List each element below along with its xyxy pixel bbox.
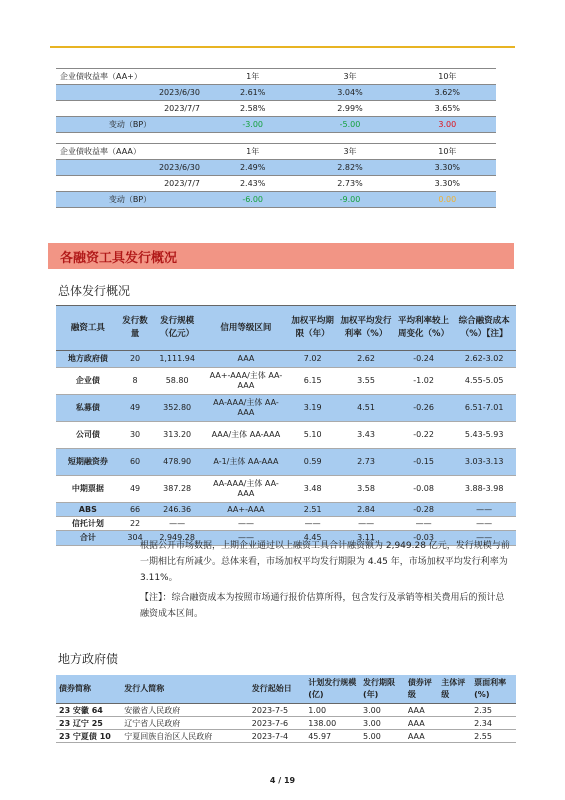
table-cell: —— (150, 517, 203, 531)
table-cell: 4.55-5.05 (452, 368, 516, 395)
overview-title: 总体发行概况 (58, 284, 131, 298)
table-cell: 30 (120, 422, 151, 449)
table-cell: 0.59 (288, 449, 337, 476)
aaa-cell: 2.49% (204, 160, 301, 176)
aaa-cell: 2.73% (301, 176, 398, 192)
aa-plus-cell: 2.61% (204, 85, 301, 101)
aa-plus-change-10y: 3.00 (399, 117, 496, 133)
table-cell: —— (204, 517, 288, 531)
table-cell: —— (395, 517, 453, 531)
aaa-cell: 2.82% (301, 160, 398, 176)
table-cell: 3.00 (360, 704, 405, 717)
aa-plus-change-label: 变动（BP） (56, 117, 204, 133)
table-cell: -0.15 (395, 449, 453, 476)
aaa-col-10y: 10年 (399, 144, 496, 160)
table-cell: 8 (120, 368, 151, 395)
summary-paragraph: 根据公开市场数据，上期企业通过以上融资工具合计融资额为 2,949.28 亿元，发行规模与前一期相比有所减少。总体来看，市场加权平均发行期限为 4.45 年，市场加权平均发行利率为 3.11%。 (140, 541, 510, 583)
row-name: 地方政府债 (56, 351, 120, 368)
table-cell: 2.62-3.02 (452, 351, 516, 368)
table-cell: AAA (405, 717, 438, 730)
section-banner (48, 243, 514, 269)
gov-bond-table (56, 675, 516, 743)
aa-plus-cell: 3.62% (399, 85, 496, 101)
table-cell: 7.02 (288, 351, 337, 368)
table-cell: 6.51-7.01 (452, 395, 516, 422)
table-cell: 387.28 (150, 476, 203, 503)
table-cell: 49 (120, 476, 151, 503)
table-row (56, 517, 516, 531)
aaa-header-label: 企业债收益率（AAA） (56, 144, 204, 160)
table-cell: 1,111.94 (150, 351, 203, 368)
table-cell: 20 (120, 351, 151, 368)
table-cell: 66 (120, 503, 151, 517)
table-cell: AA+-AAA (204, 503, 288, 517)
col-avg-term: 加权平均期限（年） (288, 306, 337, 351)
aa-plus-yield-table (56, 68, 496, 133)
col-rate-change: 平均利率较上周变化（%） (395, 306, 453, 351)
table-cell: —— (452, 503, 516, 517)
aa-plus-col-3y: 3年 (301, 69, 398, 85)
row-name: 短期融资券 (56, 449, 120, 476)
col-coupon: 票面利率(%) (471, 675, 516, 704)
table-cell: 23 安徽 64 (56, 704, 121, 717)
table-cell: —— (288, 517, 337, 531)
aaa-change-1y: -6.00 (204, 192, 301, 208)
col-issuer-rating: 主体评级 (438, 675, 471, 704)
table-cell: 45.97 (305, 730, 360, 743)
table-cell: AAA (405, 704, 438, 717)
table-cell: 313.20 (150, 422, 203, 449)
aa-plus-change-1y: -3.00 (204, 117, 301, 133)
table-cell: -0.26 (395, 395, 453, 422)
table-cell: 4.51 (337, 395, 395, 422)
aa-plus-cell: 2.99% (301, 101, 398, 117)
table-cell: 3.43 (337, 422, 395, 449)
col-bond-rating: 债券评级 (405, 675, 438, 704)
note-paragraph: 【注】：综合融资成本为按照市场通行报价估算所得，包含发行及承销等相关费用后的预计总融资成本区间。 (140, 593, 505, 619)
table-cell: AAA (405, 730, 438, 743)
table-cell: 60 (120, 449, 151, 476)
table-row (56, 503, 516, 517)
table-cell: 2023-7-4 (249, 730, 305, 743)
aaa-col-1y: 1年 (204, 144, 301, 160)
table-row (56, 449, 516, 476)
table-cell: 3.00 (360, 717, 405, 730)
table-cell: 2.73 (337, 449, 395, 476)
row-name: 中期票据 (56, 476, 120, 503)
aaa-change-3y: -9.00 (301, 192, 398, 208)
table-cell: —— (204, 531, 288, 546)
table-cell: —— (452, 517, 516, 531)
table-cell: 安徽省人民政府 (121, 704, 249, 717)
col-bond-name: 债券简称 (56, 675, 121, 704)
aaa-cell: 2.43% (204, 176, 301, 192)
table-cell: 3.55 (337, 368, 395, 395)
table-cell: —— (337, 517, 395, 531)
table-cell: A-1/主体 AA-AAA (204, 449, 288, 476)
aa-plus-cell: 3.65% (399, 101, 496, 117)
table-cell: AAA/主体 AA-AAA (204, 422, 288, 449)
table-row (56, 476, 516, 503)
table-cell: 2,949.28 (150, 531, 203, 546)
table-cell: 3.88-3.98 (452, 476, 516, 503)
table-cell: 5.10 (288, 422, 337, 449)
table-cell: 58.80 (150, 368, 203, 395)
table-cell: —— (452, 531, 516, 546)
table-cell: 1.00 (305, 704, 360, 717)
aa-plus-col-1y: 1年 (204, 69, 301, 85)
table-cell: 宁夏回族自治区人民政府 (121, 730, 249, 743)
col-count: 发行数量 (120, 306, 151, 351)
table-cell: 2.62 (337, 351, 395, 368)
table-cell: AA+-AAA/主体 AA-AAA (204, 368, 288, 395)
table-cell (438, 704, 471, 717)
col-instrument: 融资工具 (56, 306, 120, 351)
gov-bond-title: 地方政府债 (58, 652, 119, 666)
table-cell: 138.00 (305, 717, 360, 730)
table-cell: 6.15 (288, 368, 337, 395)
table-cell: 22 (120, 517, 151, 531)
issuance-overview-table (56, 305, 516, 546)
col-plan-scale: 计划发行规模(亿) (305, 675, 360, 704)
aaa-cell: 3.30% (399, 176, 496, 192)
aa-plus-col-10y: 10年 (399, 69, 496, 85)
table-row (56, 730, 516, 743)
table-cell: 2.34 (471, 717, 516, 730)
table-cell: 2.35 (471, 704, 516, 717)
aaa-change-label: 变动（BP） (56, 192, 204, 208)
table-cell: 3.03-3.13 (452, 449, 516, 476)
table-cell: 478.90 (150, 449, 203, 476)
row-name: 合计 (56, 531, 120, 546)
row-name: ABS (56, 503, 120, 517)
row-name: 信托计划 (56, 517, 120, 531)
col-rating-range: 信用等级区间 (204, 306, 288, 351)
table-cell: 3.58 (337, 476, 395, 503)
table-cell: 2.51 (288, 503, 337, 517)
table-cell: 2.84 (337, 503, 395, 517)
table-cell: 23 宁夏债 10 (56, 730, 121, 743)
page-number: 4 / 19 (269, 776, 296, 785)
table-row (56, 717, 516, 730)
aa-plus-cell: 3.04% (301, 85, 398, 101)
aa-plus-header-label: 企业债收益率（AA+） (56, 69, 204, 85)
table-cell: 5.43-5.93 (452, 422, 516, 449)
table-cell: 2023-7-6 (249, 717, 305, 730)
table-cell: 2023-7-5 (249, 704, 305, 717)
table-cell: 3.48 (288, 476, 337, 503)
aaa-cell: 3.30% (399, 160, 496, 176)
table-cell: AAA (204, 351, 288, 368)
table-cell: -0.22 (395, 422, 453, 449)
table-cell: -0.28 (395, 503, 453, 517)
row-name: 企业债 (56, 368, 120, 395)
table-cell: AA-AAA/主体 AA-AAA (204, 395, 288, 422)
col-total-cost: 综合融资成本（%）【注】 (452, 306, 516, 351)
table-cell: 4.45 (288, 531, 337, 546)
aa-plus-date-1: 2023/6/30 (56, 85, 204, 101)
table-cell: 49 (120, 395, 151, 422)
aa-plus-date-2: 2023/7/7 (56, 101, 204, 117)
table-cell: -0.08 (395, 476, 453, 503)
table-cell: -0.24 (395, 351, 453, 368)
table-cell: AA-AAA/主体 AA-AAA (204, 476, 288, 503)
table-cell (438, 717, 471, 730)
aaa-yield-table (56, 143, 496, 208)
header-rule (50, 46, 515, 48)
col-avg-rate: 加权平均发行利率（%） (337, 306, 395, 351)
table-cell: 23 辽宁 25 (56, 717, 121, 730)
table-cell: 5.00 (360, 730, 405, 743)
table-cell: -1.02 (395, 368, 453, 395)
table-cell: 352.80 (150, 395, 203, 422)
aaa-col-3y: 3年 (301, 144, 398, 160)
aa-plus-change-3y: -5.00 (301, 117, 398, 133)
table-row (56, 351, 516, 368)
table-cell: 2.55 (471, 730, 516, 743)
col-issuer: 发行人简称 (121, 675, 249, 704)
table-cell: -0.03 (395, 531, 453, 546)
col-start-date: 发行起始日 (249, 675, 305, 704)
table-row (56, 704, 516, 717)
aaa-change-10y: 0.00 (399, 192, 496, 208)
table-row (56, 395, 516, 422)
row-name: 公司债 (56, 422, 120, 449)
col-term: 发行期限(年) (360, 675, 405, 704)
row-name: 私募债 (56, 395, 120, 422)
table-cell: 246.36 (150, 503, 203, 517)
table-cell: 3.11 (337, 531, 395, 546)
aaa-date-2: 2023/7/7 (56, 176, 204, 192)
col-scale: 发行规模（亿元） (150, 306, 203, 351)
table-cell: 304 (120, 531, 151, 546)
table-cell (438, 730, 471, 743)
table-row (56, 368, 516, 395)
table-row (56, 422, 516, 449)
table-cell: 3.19 (288, 395, 337, 422)
section-title: 各融资工具发行概况 (60, 251, 178, 266)
aa-plus-cell: 2.58% (204, 101, 301, 117)
aaa-date-1: 2023/6/30 (56, 160, 204, 176)
table-cell: 辽宁省人民政府 (121, 717, 249, 730)
